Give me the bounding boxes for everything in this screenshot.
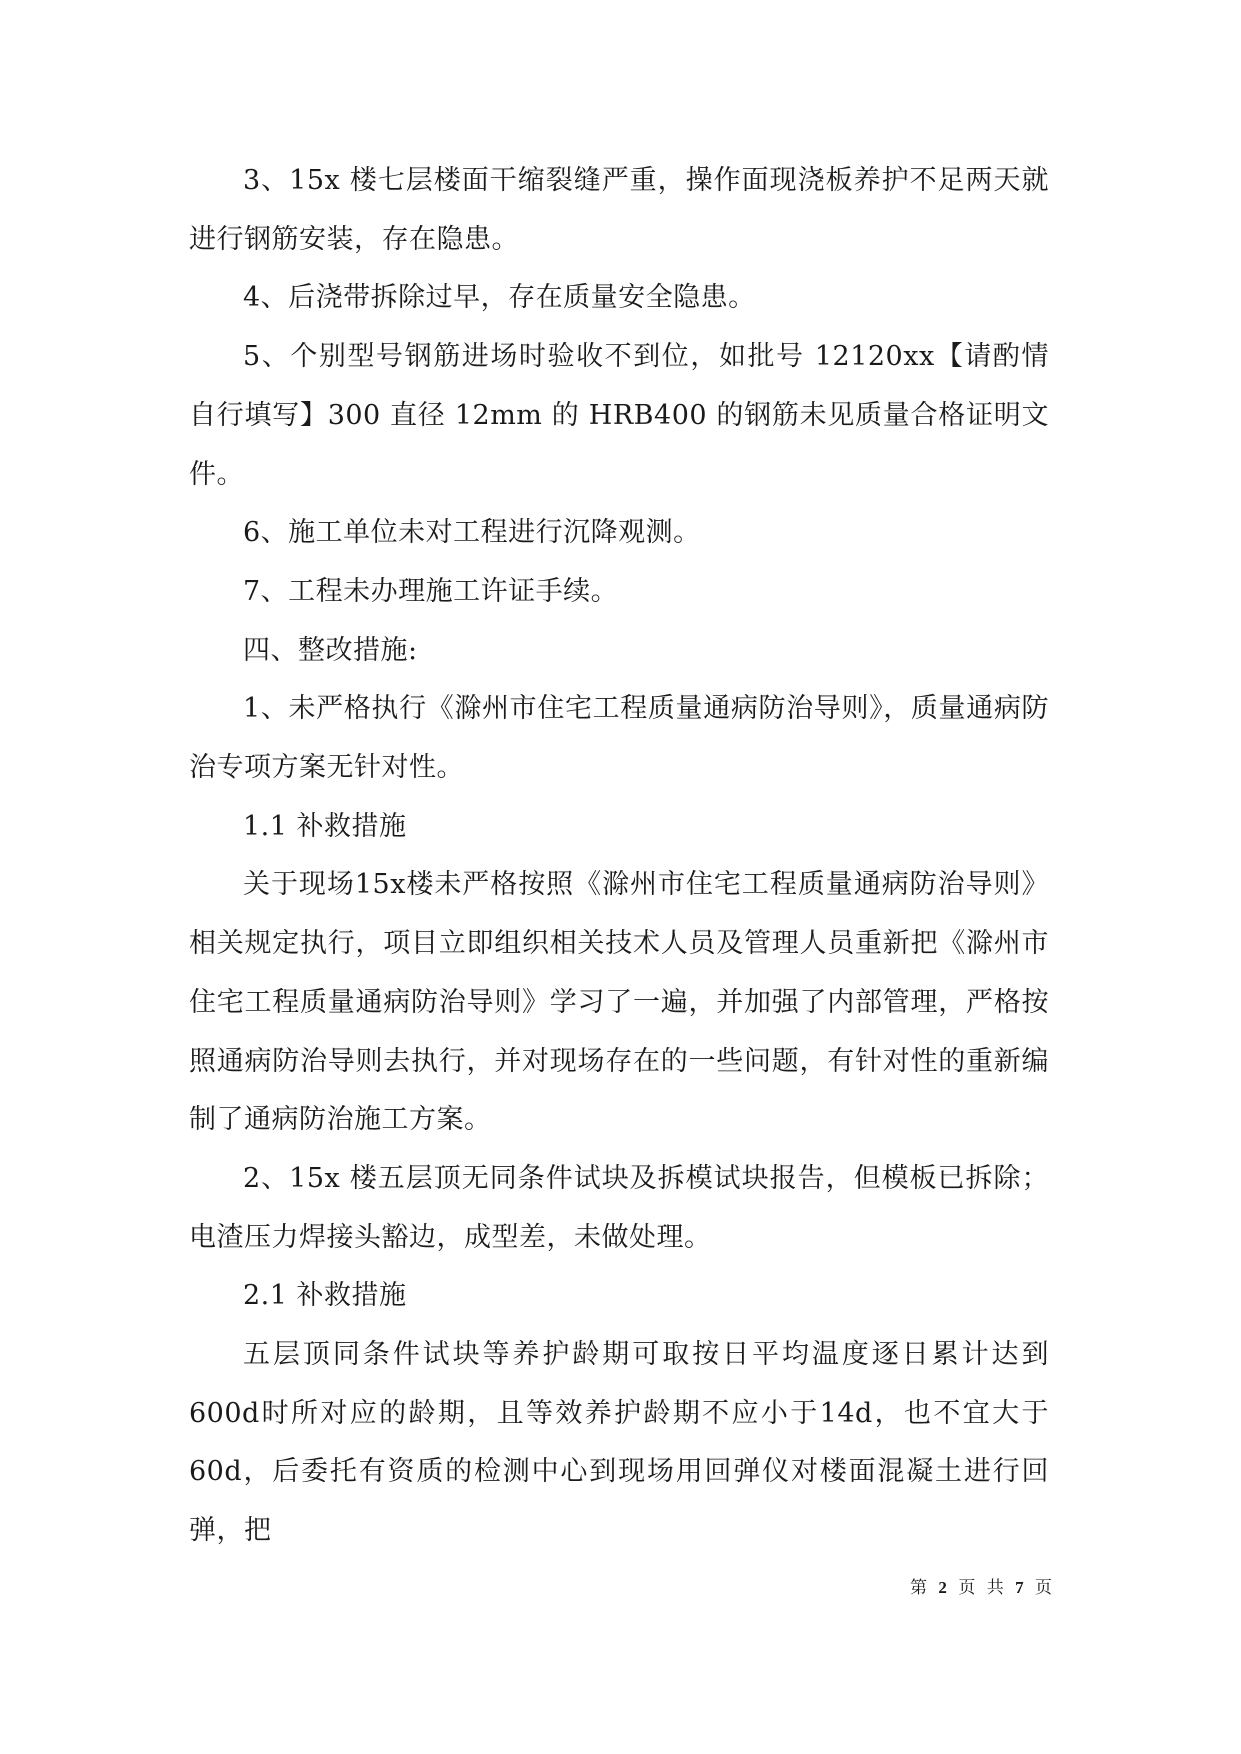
paragraph: 6、施工单位未对工程进行沉降观测。 xyxy=(243,517,701,549)
footer-middle: 页 共 xyxy=(958,1578,1007,1598)
paragraph: 3、15x 楼七层楼面干缩裂缝严重，操作面现浇板养护不足两天就进行钢筋安装，存在隐患。 xyxy=(189,165,1049,255)
subsection-heading: 1.1 补救措施 xyxy=(243,810,407,842)
document-body xyxy=(189,152,1049,1561)
total-pages-number: 7 xyxy=(1015,1578,1027,1597)
paragraph: 5、个别型号钢筋进场时验收不到位，如批号 12120xx【请酌情自行填写】300 直径 12mm 的 HRB400 的钢筋未见质量合格证明文件。 xyxy=(189,341,1049,490)
paragraph: 2、15x 楼五层顶无同条件试块及拆模试块报告，但模板已拆除；电渣压力焊接头豁边，成型差，未做处理。 xyxy=(189,1162,1049,1253)
section-heading: 四、整改措施: xyxy=(243,634,418,666)
footer-prefix: 第 xyxy=(910,1578,930,1598)
paragraph: 五层顶同条件试块等养护龄期可取按日平均温度逐日累计达到600d时所对应的龄期，且等效养护龄期不应小于14d，也不宜大于60d，后委托有资质的检测中心到现场用回弹仪对楼面混凝土进行回弹，把 xyxy=(189,1339,1049,1547)
paragraph: 1、未严格执行《滁州市住宅工程质量通病防治导则》，质量通病防治专项方案无针对性。 xyxy=(189,693,1049,784)
current-page-number: 2 xyxy=(938,1578,950,1597)
paragraph: 7、工程未办理施工许证手续。 xyxy=(243,575,619,607)
subsection-heading: 2.1 补救措施 xyxy=(243,1280,407,1312)
paragraph: 4、后浇带拆除过早，存在质量安全隐患。 xyxy=(243,282,756,314)
page-footer xyxy=(910,1573,1055,1598)
paragraph: 关于现场15x楼未严格按照《滁州市住宅工程质量通病防治导则》相关规定执行，项目立即组织相关技术人员及管理人员重新把《滁州市住宅工程质量通病防治导则》学习了一遍，并加强了内部管理，严格按照通病防治导则去执行，并对现场存在的一些问题，有针对性的重新编制了通病防治施工方案。 xyxy=(189,869,1049,1136)
footer-suffix: 页 xyxy=(1035,1578,1056,1598)
